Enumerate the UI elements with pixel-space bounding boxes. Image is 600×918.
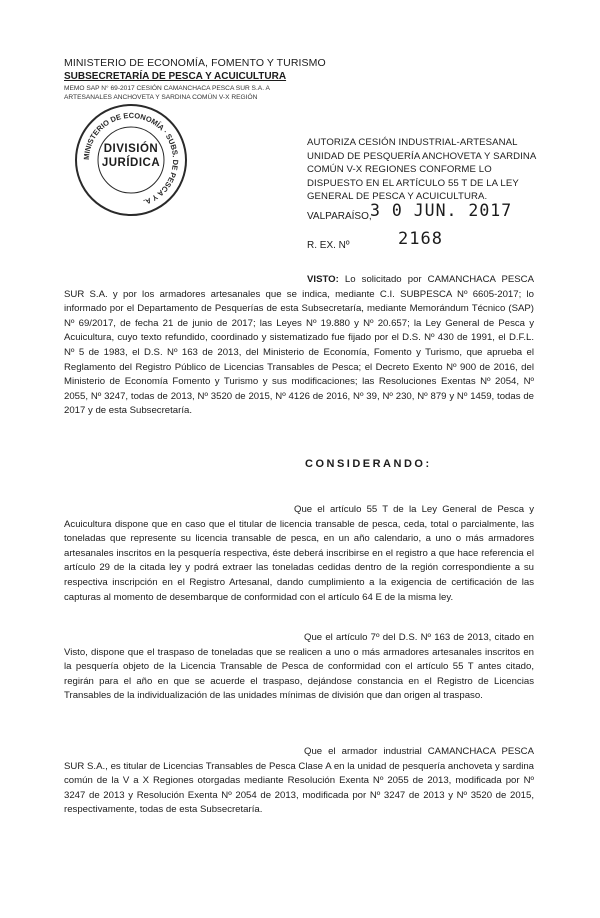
visto-body: Lo solicitado por CAMANCHACA PESCA SUR S.A. y por los armadores artesanales que se indica, mediante C.I. SUBPESCA Nº 6605-2017; lo informado por el Departamento de Pesquerías de esta Subsecretaría, mediante Memorándum Técnico (SAP) Nº 69/2017, de fecha 21 de junio de 2017; las Leyes Nº 19.880 y Nº 20.657; la Ley General de Pesca y Acuicultura, cuyo texto refundido, coordinado y sistematizado fue fijado por el D.S. Nº 430 de 1991, el D.F.L. Nº 5 de 1983, el D.S. Nº 163 de 2013, del Ministerio de Economía, Fomento y Turismo, que aprueba el Reglamento del Registro Público de Licencias Transables de Pesca; el Decreto Exento Nº 900 de 2016, del Ministerio de Economía Fomento y Turismo y sus modificaciones; las Resoluciones Exentas Nº 2054, Nº 2055, Nº 3247, todas de 2013, Nº 3520 de 2015, Nº 4126 de 2016, Nº 39, Nº 230, Nº 879 y Nº 1459, todas de 2017 y de esta Subsecretaría. xyxy=(64,274,534,417)
visto-heading: VISTO: xyxy=(307,274,339,285)
considerando-paragraph-2: Que el artículo 7º del D.S. Nº 163 de 2013, citado en Visto, dispone que el traspaso de toneladas que se realicen a uno o más armadores artesanales inscritos en la pesquería objeto de la Licencia Transable de Pesca de conformidad con el artículo 55 T antes citado, regirán para el año en que se acuerde el traspaso, dejándose constancia en el Registro de Licencias Transables de la individualización de las unidades mínimas de división que dan origen al traspaso. xyxy=(64,632,534,702)
visto-paragraph xyxy=(64,273,534,419)
subsecretaria-name: SUBSECRETARÍA DE PESCA Y ACUICULTURA xyxy=(64,71,287,82)
memo-reference: MEMO SAP N° 69-2017 CESIÓN CAMANCHACA PESCA SUR S.A. A ARTESANALES ANCHOVETA Y SARDINA COMÚN V-X REGIÓN xyxy=(64,85,270,101)
division-juridica-stamp xyxy=(75,104,187,216)
considerando-paragraph-3: Que el armador industrial CAMANCHACA PESCA SUR S.A., es titular de Licencias Transables de Pesca Clase A en la unidad de pesquería anchoveta y sardina común de la V a X Regiones otorgadas mediante Resolución Exenta Nº 2055 de 2013, modificada por Nº 3247 de 2013 y Resolución Exenta Nº 2054 de 2013, modificada por Nº 3247 de 2013 y Nº 3520 de 2015, respectivamente, todas de esta Subsecretaría. xyxy=(64,746,534,816)
resolution-number: 2168 xyxy=(398,229,443,249)
rex-label: R. EX. Nº xyxy=(307,240,350,251)
stamp-center xyxy=(77,142,185,170)
stamp-ring-text: MINISTERIO DE ECONOMÍA · SUBS. DE PESCA Y A. xyxy=(81,110,181,207)
stamp-center-line1: DIVISIÓN xyxy=(103,143,159,155)
ministry-name: MINISTERIO DE ECONOMÍA, FOMENTO Y TURISMO xyxy=(64,57,326,69)
stamp-center-line2: JURÍDICA xyxy=(101,157,161,169)
resolution-date: 3 0 JUN. 2017 xyxy=(370,201,513,220)
considerando-heading: CONSIDERANDO: xyxy=(305,458,432,470)
considerando-paragraph-1: Que el artículo 55 T de la Ley General de Pesca y Acuicultura dispone que en caso que el titular de licencia transable de pesca, ceda, total o parcialmente, las toneladas que represente su licencia transable de pesca, en un año calendario, a uno o más armadores artesanales inscritos en la pesquería respectiva, éste deberá inscribirse en el registro a que hace referencia el artículo 29 de la citada ley y podrá extraer las toneladas cedidas dentro de la región correspondiente a su respectiva inscripción en el Registro Artesanal, dando cumplimiento a la exigencia de certificación de las capturas al momento de desembarque de conformidad con el artículo 64 E de la misma ley. xyxy=(64,504,534,603)
place-label: VALPARAÍSO, xyxy=(307,211,372,222)
resolution-title: AUTORIZA CESIÓN INDUSTRIAL-ARTESANAL UNIDAD DE PESQUERÍA ANCHOVETA Y SARDINA COMÚN V-X REGIONES CONFORME LO DISPUESTO EN EL ARTÍCULO 55 T DE LA LEY GENERAL DE PESCA Y ACUICULTURA. xyxy=(307,137,536,202)
